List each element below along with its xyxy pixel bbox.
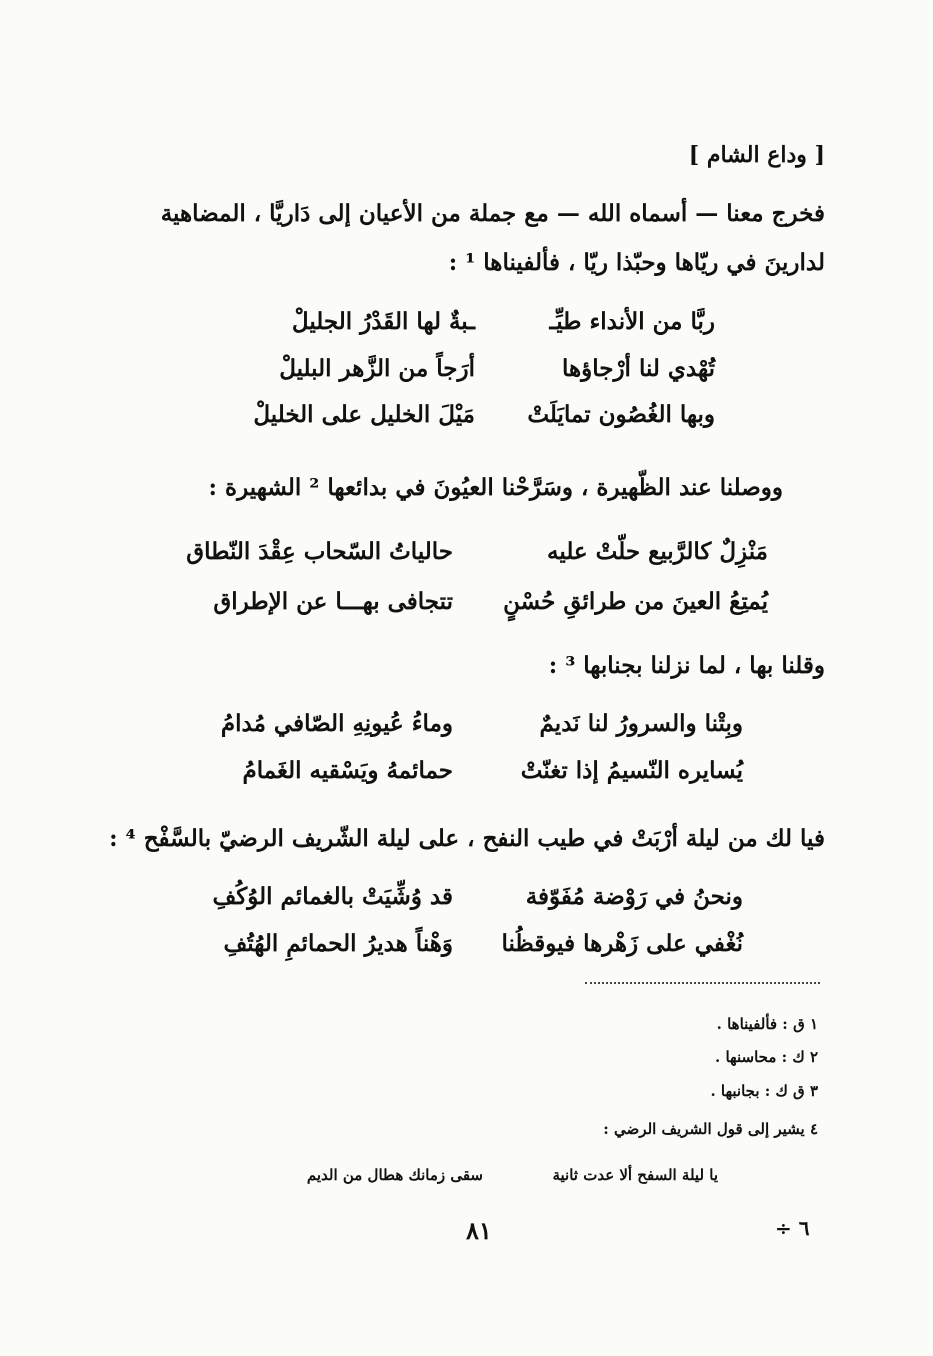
signature-mark: ٦ ÷ [775, 1216, 810, 1240]
footnote-separator [585, 982, 820, 984]
poem-3-verse-2-left: حمائمهُ ويَسْقيه الغَمامُ [242, 757, 453, 784]
footnote-verse-left: سقى زمانك هطال من الديم [306, 1166, 483, 1184]
poem-1-verse-3-right: وبها الغُصُون تمايَلَتْ [527, 401, 715, 428]
section-header: [ وداع الشام ] [688, 142, 825, 168]
poem-4-verse-2-right: نُغْفي على زَهْرها فيوقظُنا [501, 930, 743, 957]
footnote-2: ٢ ك : محاسنها . [715, 1048, 818, 1066]
poem-4-verse-1-left: قد وُشِّيَتْ بالغمائم الوُكُفِ [212, 883, 453, 910]
poem-2-verse-1-right: مَنْزِلٌ كالرَّبيع حلّتْ عليه [547, 538, 768, 565]
footnote-4: ٤ يشير إلى قول الشريف الرضي : [603, 1120, 818, 1138]
paragraph-4: فيا لك من ليلة أرْبَتْ في طيب النفح ، على ليلة الشّريف الرضيّ بالسَّفْح ⁴ : [109, 825, 825, 852]
footnote-1: ١ ق : فألفيناها . [716, 1015, 818, 1033]
poem-1-verse-2-right: تُهْدي لنا أرْجاؤها [561, 355, 715, 382]
poem-1-verse-1-right: ربَّا من الأنداء طيِّـ [549, 308, 715, 335]
page-number: ٨١ [466, 1216, 492, 1245]
poem-3-verse-2-right: يُسايره النّسيمُ إذا تغنّتْ [520, 757, 743, 784]
poem-2-verse-1-left: حالياتُ السّحاب عِقْدَ النّطاق [186, 538, 453, 565]
paragraph-1-line-2: لدارينَ في ريّاها وحبّذا ريّا ، فألفيناها ¹ : [448, 249, 825, 276]
paragraph-2: ووصلنا عند الظّهيرة ، وسَرَّحْنا العيُونَ في بدائعها ² الشهيرة : [208, 474, 783, 501]
poem-2-verse-2-right: يُمتِعُ العينَ من طرائقِ حُسْنٍ [503, 588, 768, 615]
poem-4-verse-2-left: وَهْناً هديرُ الحمائمِ الهُتُفِ [223, 930, 453, 957]
footnote-verse-right: يا ليلة السفح ألا عدت ثانية [552, 1166, 718, 1184]
poem-3-verse-1-left: وماءُ عُيونِهِ الصّافي مُدامُ [220, 710, 453, 737]
paragraph-1-line-1: فخرج معنا — أسماه الله — مع جملة من الأعيان إلى دَاريَّا ، المضاهية [160, 200, 825, 227]
poem-1-verse-3-left: مَيْلَ الخليل على الخليلْ [253, 401, 475, 428]
poem-1-verse-1-left: ـبةٌ لها القَدْرُ الجليلْ [291, 308, 475, 335]
poem-4-verse-1-right: ونحنُ في رَوْضة مُفَوّفة [525, 883, 743, 910]
poem-3-verse-1-right: وبِتْنا والسرورُ لنا نَديمٌ [539, 710, 743, 737]
footnote-3: ٣ ق ك : بجانبها . [710, 1082, 818, 1100]
paragraph-3: وقلنا بها ، لما نزلنا بجنابها ³ : [548, 652, 825, 679]
poem-1-verse-2-left: أرَجاً من الزَّهر البليلْ [279, 355, 475, 382]
poem-2-verse-2-left: تتجافى بهـــا عن الإطراق [213, 588, 453, 615]
